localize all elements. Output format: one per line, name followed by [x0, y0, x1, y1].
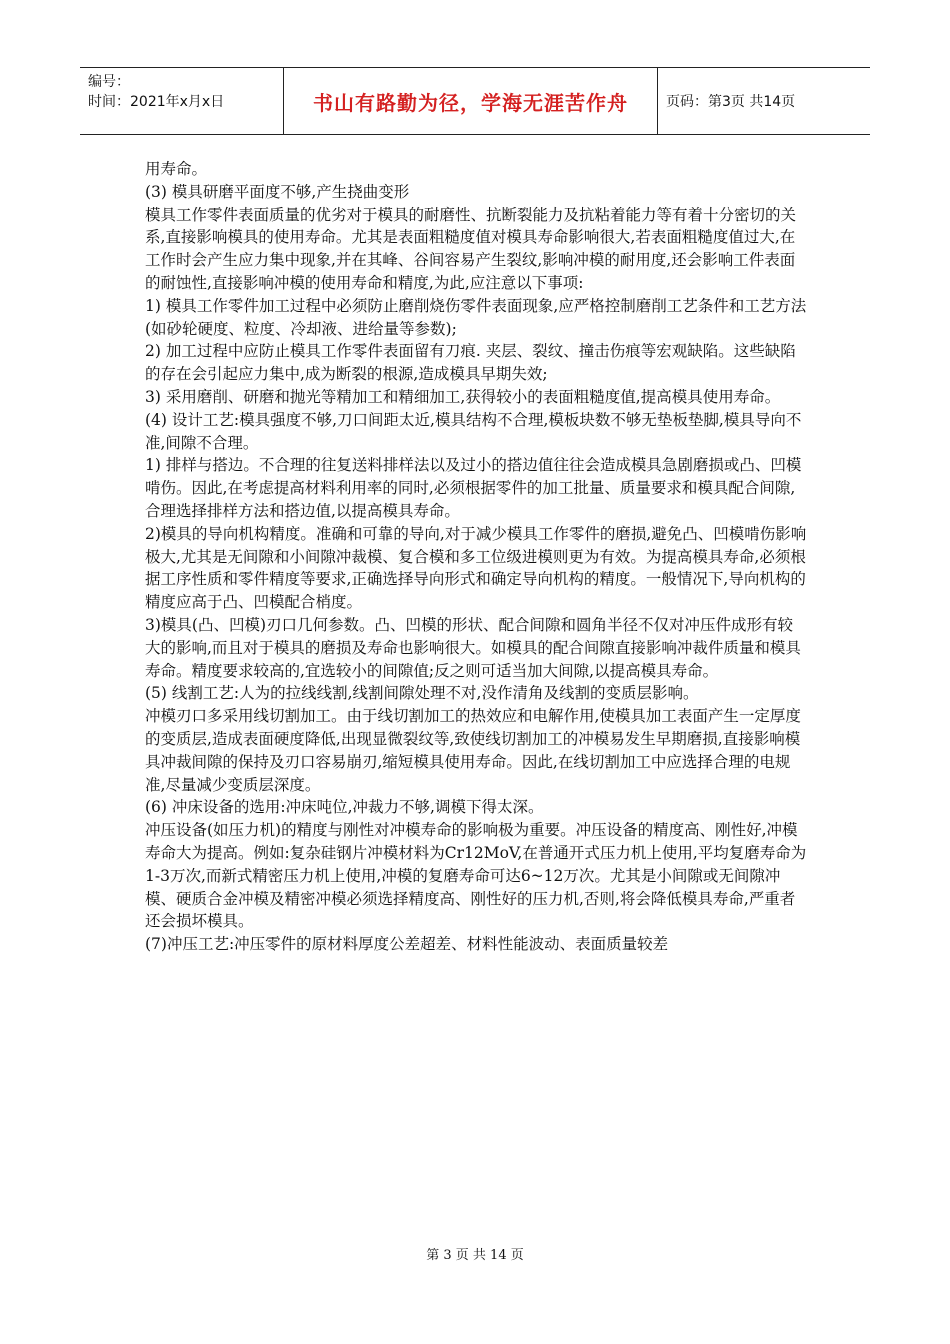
paragraph: 1) 排样与搭边。不合理的往复送料排样法以及过小的搭边值往往会造成模具急剧磨损或凸、凹模啃伤。因此,在考虑提高材料利用率的同时,必须根据零件的加工批量、质量要求和模具配合间隙,合理选择排样方法和搭边值,以提高模具寿命。 — [145, 456, 802, 520]
paragraph: 1) 模具工作零件加工过程中必须防止磨削烧伤零件表面现象,应严格控制磨削工艺条件和工艺方法(如砂轮硬度、粒度、冷却液、进给量等参数); — [145, 296, 807, 338]
paragraph: (6) 冲床设备的选用:冲床吨位,冲裁力不够,调模下得太深。 — [145, 798, 544, 817]
paragraph: 3)模具(凸、凹模)刃口几何参数。凸、凹模的形状、配合间隙和圆角半径不仅对冲压件成形有较大的影响,而且对于模具的磨损及寿命也影响很大。如模具的配合间隙直接影响冲裁件质量和模具寿命。精度要求较高的,宜选较小的间隙值;反之则可适当加大间隙,以提高模具寿命。 — [145, 615, 801, 680]
paragraph: 3) 采用磨削、研磨和抛光等精加工和精细加工,获得较小的表面粗糙度值,提高模具使用寿命。 — [145, 387, 781, 406]
document-number: 编号： — [88, 74, 130, 90]
header-page-info: 页码：第3页 共14页 — [666, 94, 796, 110]
page-footer: 第 3 页 共 14 页 — [426, 1248, 524, 1263]
document-date: 时间：2021年x月x日 — [88, 94, 225, 110]
header-motto: 书山有路勤为径，学海无涯苦作舟 — [284, 68, 658, 134]
paragraph: 用寿命。 — [145, 160, 208, 178]
page-header — [80, 67, 870, 135]
header-meta — [80, 68, 284, 134]
paragraph: 2)模具的导向机构精度。准确和可靠的导向,对于减少模具工作零件的磨损,避免凸、凹模啃伤影响极大,尤其是无间隙和小间隙冲裁模、复合模和多工位级进模则更为有效。为提高模具寿命,必须根据工序性质和零件精度等要求,正确选择导向形式和确定导向机构的精度。一般情况下,导向机构的精度应高于凸、凹模配合梢度。 — [145, 524, 807, 612]
paragraph: (4) 设计工艺:模具强度不够,刀口间距太近,模具结构不合理,模板块数不够无垫板垫脚,模具导向不准,间隙不合理。 — [145, 410, 802, 452]
document-body — [145, 158, 807, 956]
paragraph: 冲模刃口多采用线切割加工。由于线切割加工的热效应和电解作用,使模具加工表面产生一定厚度的变质层,造成表面硬度降低,出现显微裂纹等,致使线切割加工的冲模易发生早期磨损,直接影响模具冲裁间隙的保持及刃口容易崩刃,缩短模具使用寿命。因此,在线切割加工中应选择合理的电规准,尽量减少变质层深度。 — [145, 707, 801, 794]
paragraph: (7)冲压工艺:冲压零件的原材料厚度公差超差、材料性能波动、表面质量较差 — [145, 935, 669, 954]
paragraph: 模具工作零件表面质量的优劣对于模具的耐磨性、抗断裂能力及抗粘着能力等有着十分密切的关系,直接影响模具的使用寿命。尤其是表面粗糙度值对模具寿命影响很大,若表面粗糙度值过大,在工作时会产生应力集中现象,并在其峰、谷间容易产生裂纹,影响冲模的耐用度,还会影响工件表面的耐蚀性,直接影响冲模的使用寿命和精度,为此,应注意以下事项: — [145, 205, 797, 292]
paragraph: (3) 模具研磨平面度不够,产生挠曲变形 — [145, 182, 410, 201]
paragraph: 冲压设备(如压力机)的精度与刚性对冲模寿命的影响极为重要。冲压设备的精度高、刚性好,冲模寿命大为提高。例如:复杂硅钢片冲模材料为Cr12MoV,在普通开式压力机上使用,平均复磨寿命为1-3万次,而新式精密压力机上使用,冲模的复磨寿命可达6~12万次。尤其是小间隙或无间隙冲模、硬质合金冲模及精密冲模必须选择精度高、刚性好的压力机,否则,将会降低模具寿命,严重者还会损坏模具。 — [145, 821, 807, 931]
paragraph: 2) 加工过程中应防止模具工作零件表面留有刀痕. 夹层、裂纹、撞击伤痕等宏观缺陷。这些缺陷的存在会引起应力集中,成为断裂的根源,造成模具早期失效; — [145, 342, 796, 384]
paragraph: (5) 线割工艺:人为的拉线线割,线割间隙处理不对,没作清角及线割的变质层影响。 — [145, 684, 699, 703]
